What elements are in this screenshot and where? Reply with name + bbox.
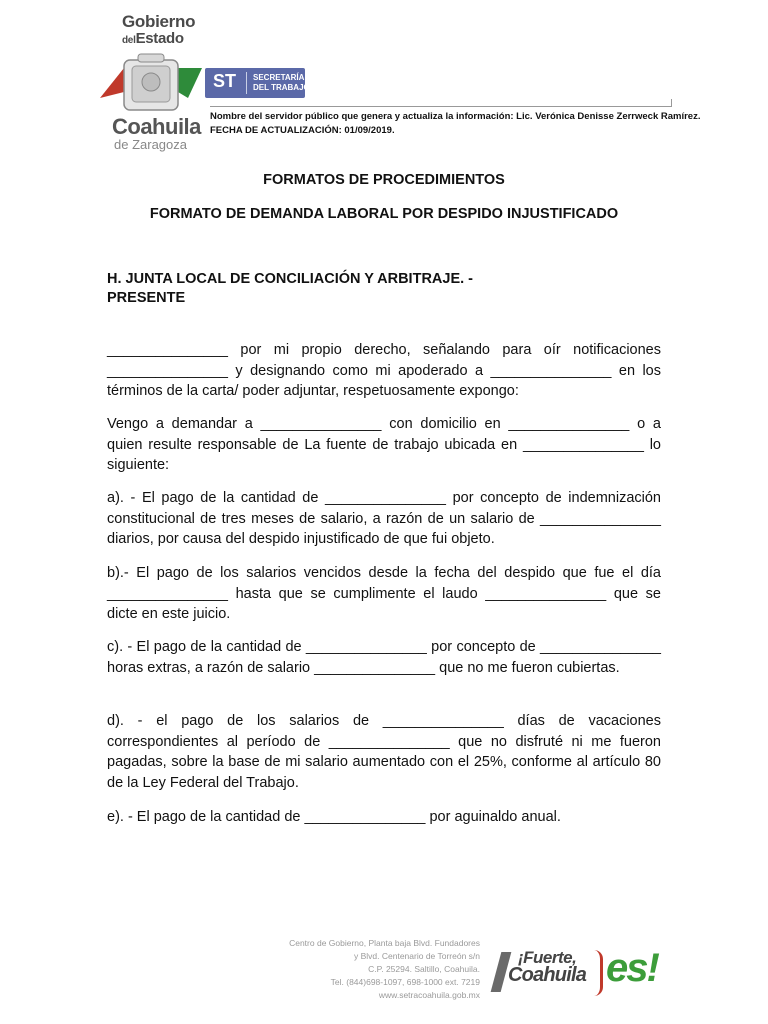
paragraph-demanda — [107, 414, 666, 476]
paragraph-intro — [107, 340, 666, 402]
addressee-line2: PRESENTE — [107, 290, 186, 306]
paragraph-item-c-text: c). - El pago de la cantidad de _______________ por concepto de _______________ horas extras, a razón de salario _______________ que no me fueron cubiertas. — [107, 639, 666, 676]
zaragoza-logo-word: de Zaragoza — [114, 137, 187, 152]
gobierno-logo-del: del — [122, 35, 136, 46]
gobierno-logo-estado: Estado — [135, 30, 184, 47]
footer-address-line3: C.P. 25294. Saltillo, Coahuila. — [368, 964, 480, 974]
document-title: FORMATOS DE PROCEDIMIENTOS — [263, 172, 505, 188]
paragraph-item-e — [107, 807, 661, 828]
paragraph-item-d — [107, 711, 666, 794]
paragraph-item-b-text: b).- El pago de los salarios vencidos desde la fecha del despido que fue el día _______________ hasta que se cumplimente el laudo _______________ que se dicte en este juicio. — [107, 565, 666, 623]
paragraph-intro-text: _______________ por mi propio derecho, señalando para oír notificaciones _______________ y designando como mi apoderado a _______________ en los términos de la carta/ poder adjuntar, respetuosamente expongo: — [107, 342, 666, 400]
paragraph-item-a-text: a). - El pago de la cantidad de _______________ por concepto de indemnización constitucional de tres meses de salario, a razón de un salario de _______________ diarios, por causa del despido injustificado de que fui objeto. — [107, 490, 666, 548]
paragraph-demanda-text: Vengo a demandar a _______________ con domicilio en _______________ o a quien resulte responsable de La fuente de trabajo ubicada en _______________ lo siguiente: — [107, 416, 666, 474]
document-subtitle: FORMATO DE DEMANDA LABORAL POR DESPIDO INJUSTIFICADO — [149, 206, 619, 222]
gobierno-logo-line1: Gobierno — [122, 12, 196, 31]
st-logo-sub1: SECRETARÍA — [253, 73, 305, 82]
paragraph-item-e-text: e). - El pago de la cantidad de _______________ por aguinaldo anual. — [107, 809, 561, 825]
gobierno-logo-line2 — [122, 30, 184, 47]
footer-address-line2: y Blvd. Centenario de Torreón s/n — [354, 951, 480, 961]
coahuila-logo-word: Coahuila — [112, 114, 201, 139]
addressee-line1: H. JUNTA LOCAL DE CONCILIACIÓN Y ARBITRAJE. - — [107, 271, 474, 287]
st-logo-divider — [246, 72, 247, 94]
header-rule-tick — [671, 99, 672, 107]
st-logo-text: ST — [213, 71, 237, 91]
servidor-publico-text: Nombre del servidor público que genera y actualiza la información: Lic. Verónica Denisse Zerrweck Ramírez. — [210, 111, 701, 122]
footer-website: www.setracoahuila.gob.mx — [378, 990, 480, 1000]
fecha-actualizacion-text: FECHA DE ACTUALIZACIÓN: 01/09/2019. — [210, 125, 395, 136]
paragraph-item-c — [107, 637, 666, 678]
slogan-bracket-icon — [594, 950, 603, 996]
footer-address-line1: Centro de Gobierno, Planta baja Blvd. Fundadores — [289, 938, 480, 948]
slogan-es: es! — [606, 946, 658, 990]
paragraph-item-d-text: d). - el pago de los salarios de _______________ días de vacaciones correspondientes al período de _______________ que no disfruté ni me fueron pagadas, sobre la base de mi salario aumentado con el 25%, conforme al artículo 80 de la Ley Federal del Trabajo. — [107, 713, 666, 792]
state-seal-icon — [100, 52, 202, 116]
paragraph-item-b — [107, 563, 666, 625]
header-rule — [210, 106, 672, 107]
paragraph-item-a — [107, 488, 666, 550]
slogan-coahuila: Coahuila — [508, 964, 587, 986]
footer-phone: Tel. (844)698-1097, 698-1000 ext. 7219 — [330, 977, 480, 987]
st-logo-sub2: DEL TRABAJO — [253, 83, 310, 92]
slogan-fuerte: ¡Fuerte, — [518, 948, 577, 967]
